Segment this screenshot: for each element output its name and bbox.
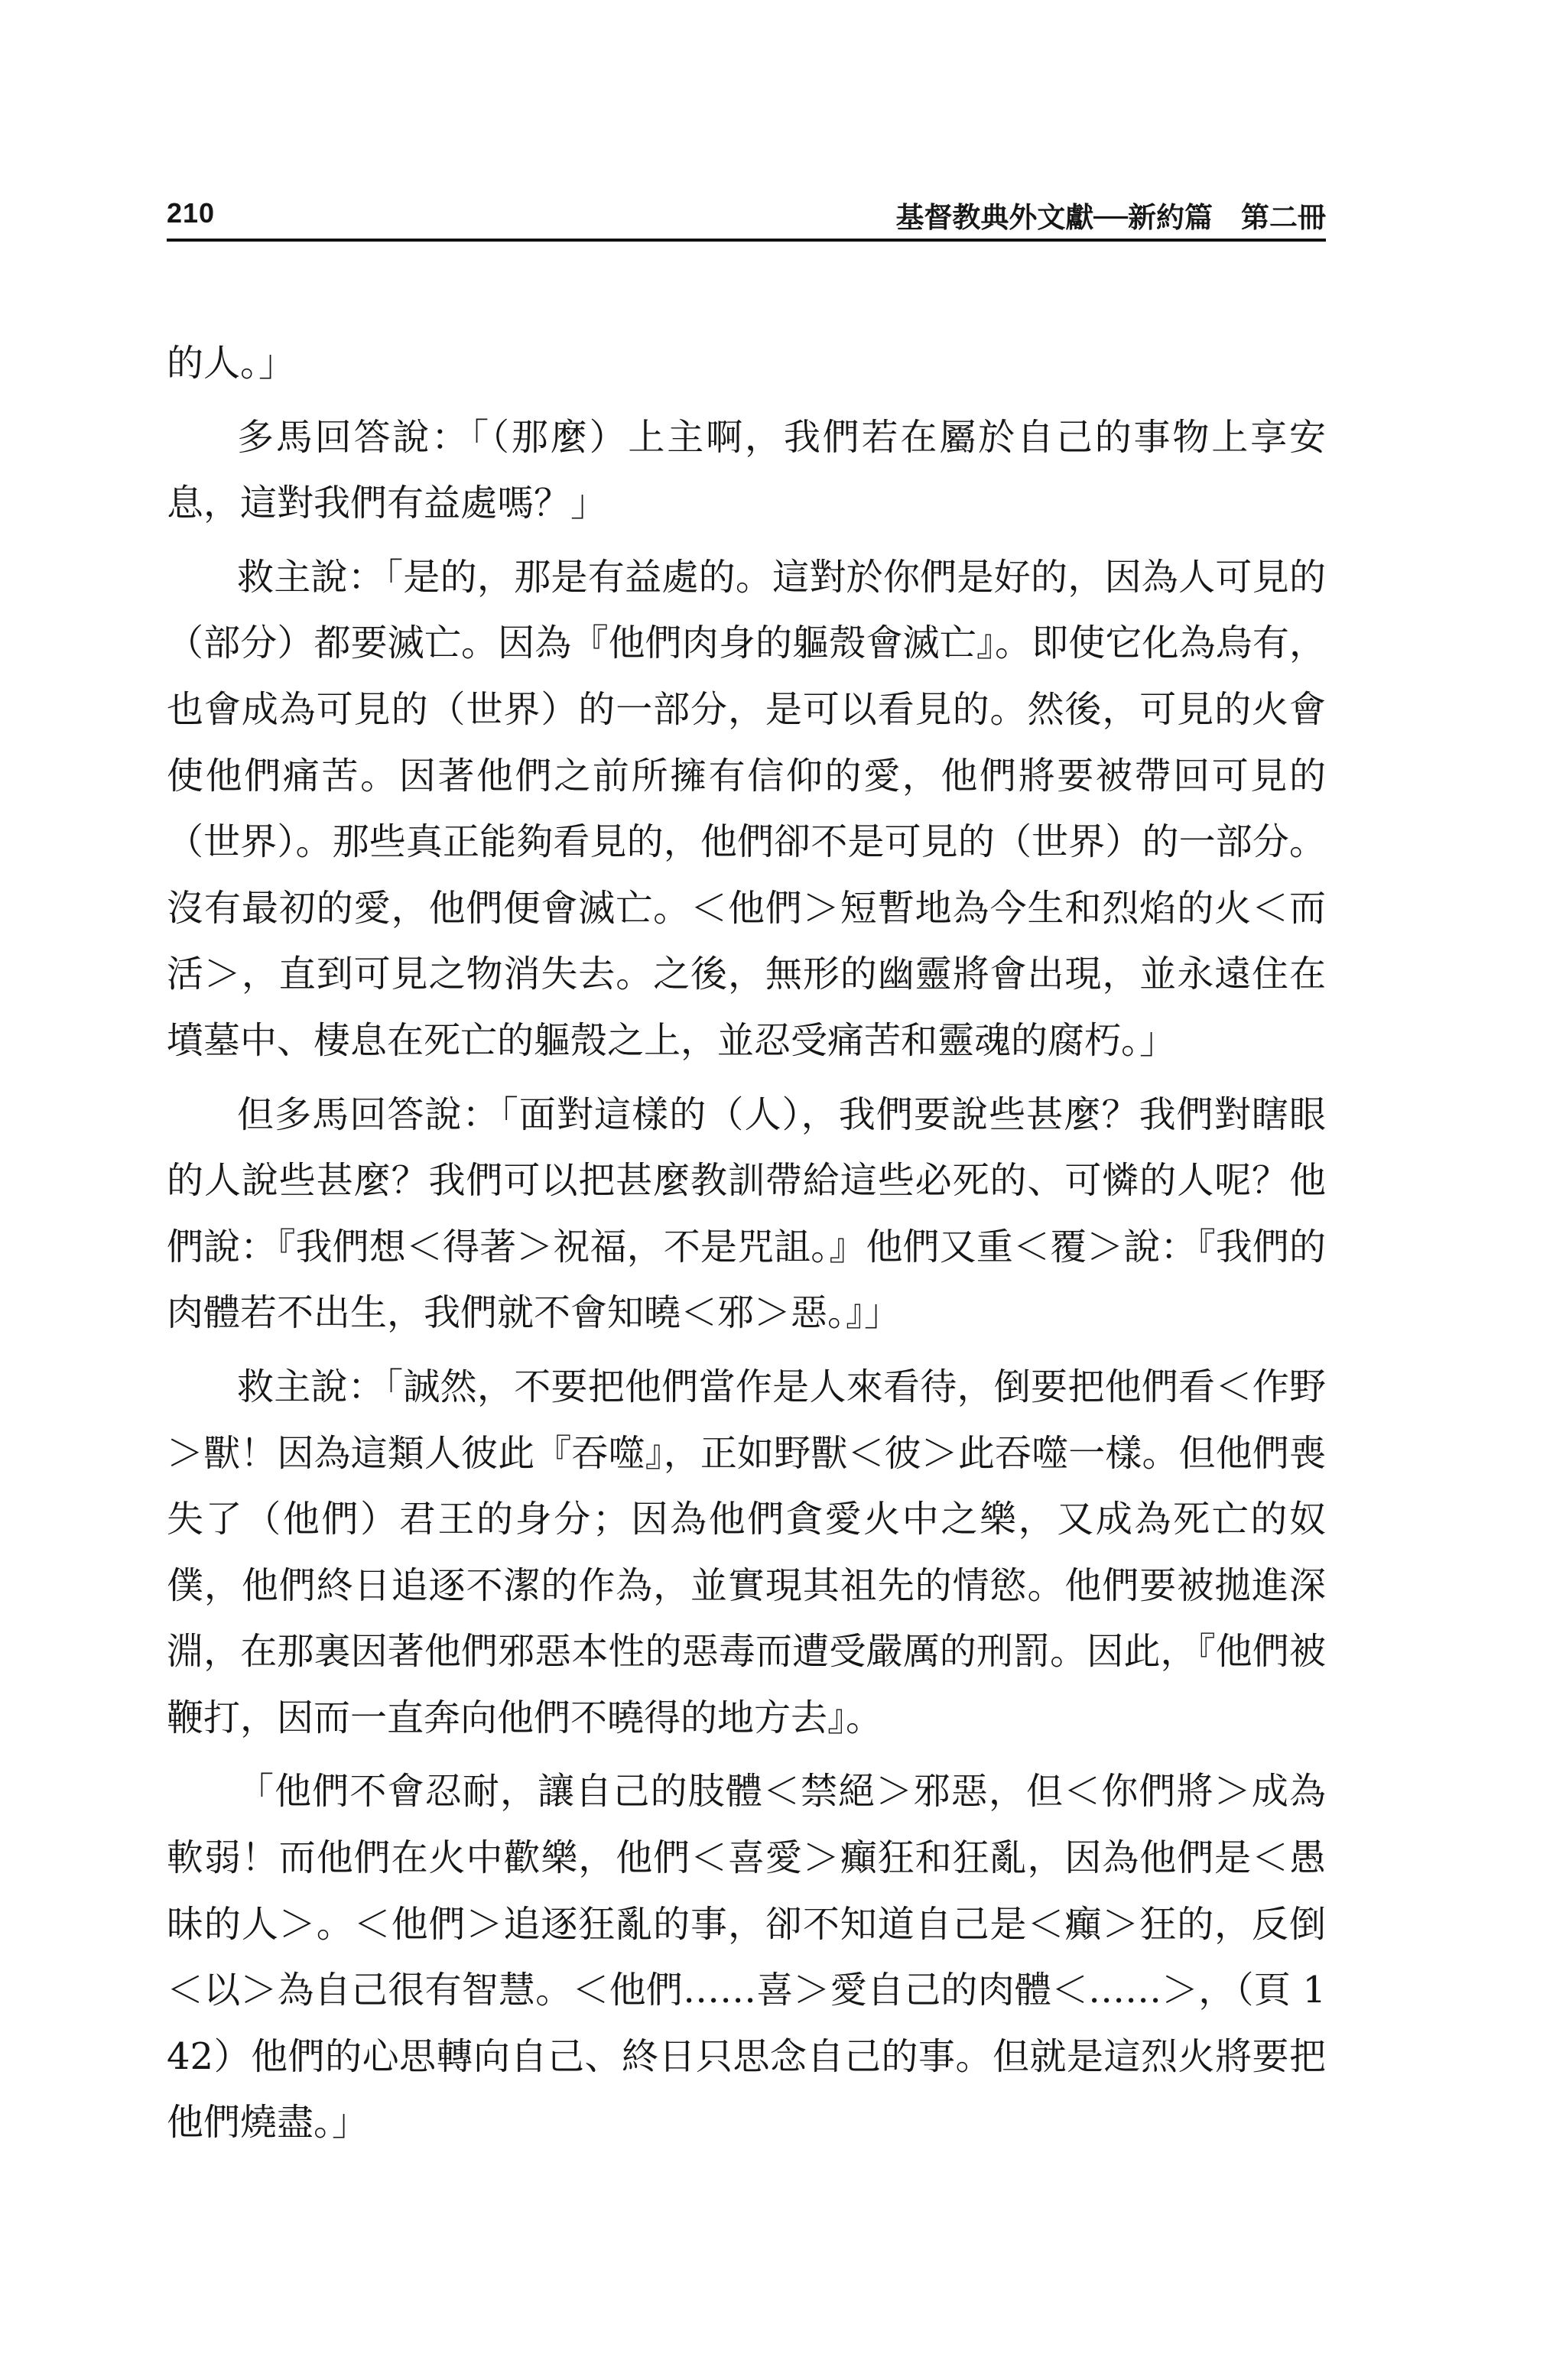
- running-title: 基督教典外文獻──新約篇 第二冊: [895, 201, 1326, 234]
- paragraph: 救主說：「誠然，不要把他們當作是人來看待，倒要把他們看＜作野＞獸！因為這類人彼此『吞噬』，正如野獸＜彼＞此吞噬一樣。但他們喪失了（他們）君王的身分；因為他們貪愛火中之樂，又成為死亡的奴僕，他們終日追逐不潔的作為，並實現其祖先的情慾。他們要被拋進深淵，在那裏因著他們邪惡本性的惡毒而遭受嚴厲的刑罰。因此，『他們被鞭打，因而一直奔向他們不曉得的地方去』。: [167, 1365, 1326, 1739]
- paragraph: 多馬回答說：「（那麼）上主啊，我們若在屬於自己的事物上享安息，這對我們有益處嗎？」: [167, 415, 1326, 525]
- paragraph: 救主說：「是的，那是有益處的。這對於你們是好的，因為人可見的（部分）都要滅亡。因為『他們肉身的軀殼會滅亡』。即使它化為烏有，也會成為可見的（世界）的一部分，是可以看見的。然後，可見的火會使他們痛苦。因著他們之前所擁有信仰的愛，他們將要被帶回可見的（世界）。那些真正能夠看見的，他們卻不是可見的（世界）的一部分。沒有最初的愛，他們便會滅亡。＜他們＞短暫地為今生和烈焰的火＜而活＞，直到可見之物消失去。之後，無形的幽靈將會出現，並永遠住在墳墓中、棲息在死亡的軀殼之上，並忍受痛苦和靈魂的腐朽。」: [167, 555, 1326, 1062]
- page-number: 210: [167, 197, 216, 229]
- paragraph: 「他們不會忍耐，讓自己的肢體＜禁絕＞邪惡，但＜你們將＞成為軟弱！而他們在火中歡樂，他們＜喜愛＞癲狂和狂亂，因為他們是＜愚昧的人＞。＜他們＞追逐狂亂的事，卻不知道自己是＜癲＞狂的，反倒＜以＞為自己很有智慧。＜他們……喜＞愛自己的肉體＜……＞，（頁 142）他們的心思轉向自己、終日只思念自己的事。但就是這烈火將要把他們燒盡。」: [167, 1770, 1326, 2145]
- paragraph: 的人。」: [167, 342, 296, 385]
- page-header: [167, 190, 1326, 242]
- body-text: [167, 330, 1326, 2164]
- paragraph: 但多馬回答說：「面對這樣的（人），我們要說些甚麼？我們對瞎眼的人說些甚麼？我們可以把甚麼教訓帶給這些必死的、可憐的人呢？他們說：『我們想＜得著＞祝福，不是咒詛。』他們又重＜覆＞說：『我們的肉體若不出生，我們就不會知曉＜邪＞惡。』」: [167, 1093, 1326, 1335]
